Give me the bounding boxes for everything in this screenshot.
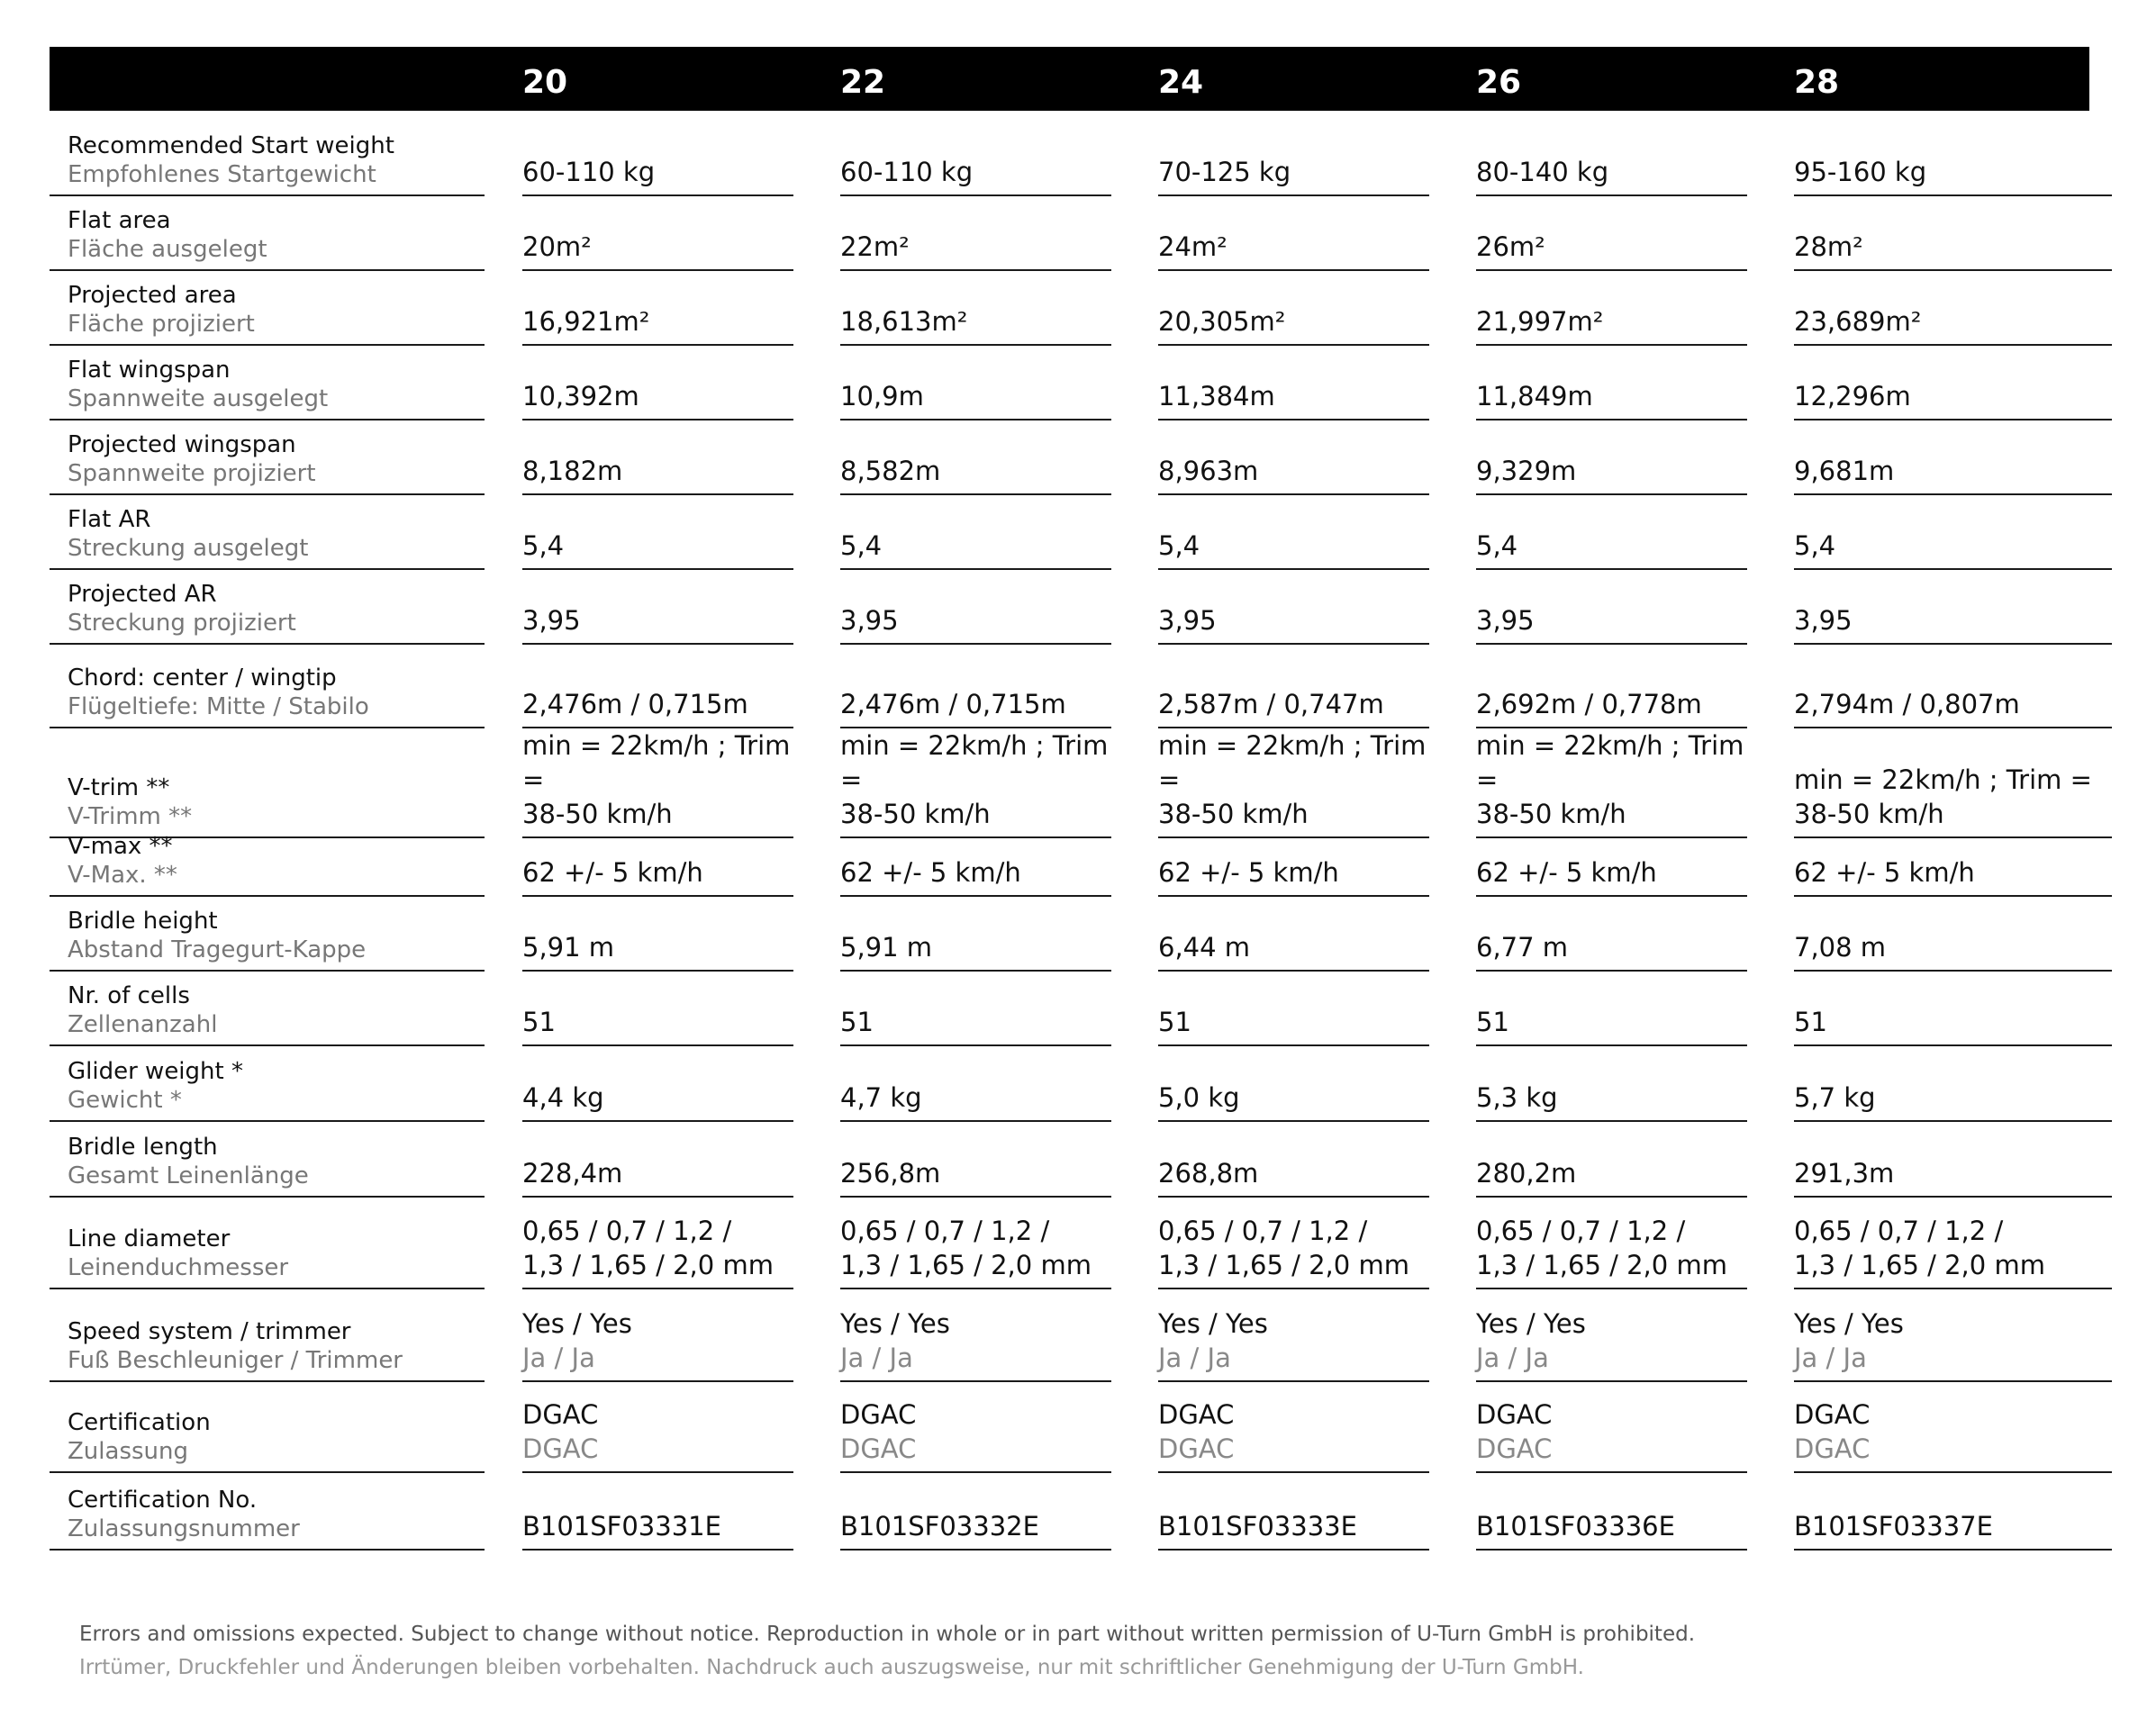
value-cell bbox=[1476, 1122, 1747, 1198]
value-cell bbox=[1476, 570, 1747, 645]
value-text: 21,997m² bbox=[1476, 306, 1604, 337]
value-cell bbox=[522, 972, 793, 1046]
value-text: 4,7 kg bbox=[840, 1082, 922, 1113]
value-cell bbox=[1794, 118, 2112, 196]
value-cell bbox=[1476, 822, 1747, 897]
size-header: 28 bbox=[1794, 63, 1840, 101]
value-line: DGAC bbox=[522, 1399, 599, 1430]
label-german: Zulassungsnummer bbox=[68, 1515, 300, 1542]
label-german: Spannweite projiziert bbox=[68, 460, 316, 487]
value-line: min = 22km/h ; Trim = bbox=[522, 730, 791, 795]
value-text: 3,95 bbox=[1794, 605, 1853, 636]
value-line: 1,3 / 1,65 / 2,0 mm bbox=[1476, 1250, 1727, 1280]
row-label bbox=[50, 420, 485, 495]
table-body bbox=[50, 118, 2092, 1551]
value-text: 70-125 kg bbox=[1158, 157, 1291, 187]
value-cell bbox=[840, 1046, 1111, 1122]
value-text: 62 +/- 5 km/h bbox=[522, 857, 703, 888]
value-text: 5,91 m bbox=[522, 932, 615, 963]
value-text: 11,384m bbox=[1158, 381, 1275, 411]
value-text: 2,476m / 0,715m bbox=[522, 689, 748, 719]
label-german: V-Trimm ** bbox=[68, 803, 193, 830]
value-cell bbox=[1158, 1046, 1429, 1122]
value-cell bbox=[522, 645, 793, 728]
value-text: 228,4m bbox=[522, 1158, 623, 1189]
value-cell bbox=[840, 196, 1111, 271]
value-cell bbox=[1158, 1382, 1429, 1473]
value-text: 51 bbox=[1476, 1007, 1509, 1037]
value-cell bbox=[1476, 495, 1747, 570]
value-cell bbox=[522, 271, 793, 346]
size-header: 24 bbox=[1158, 63, 1204, 101]
value-cell bbox=[840, 570, 1111, 645]
table-header bbox=[50, 47, 2089, 111]
value-cell bbox=[522, 1122, 793, 1198]
size-header: 26 bbox=[1476, 63, 1522, 101]
label-german: Fuß Beschleuniger / Trimmer bbox=[68, 1347, 403, 1374]
value-line: Yes / Yes bbox=[1158, 1308, 1268, 1339]
value-cell bbox=[1794, 972, 2112, 1046]
value-cell bbox=[522, 1198, 793, 1289]
value-cell bbox=[1158, 897, 1429, 972]
value-text: 9,329m bbox=[1476, 456, 1577, 486]
value-text: 8,182m bbox=[522, 456, 623, 486]
value-text: 8,963m bbox=[1158, 456, 1259, 486]
value-line: DGAC bbox=[522, 1433, 599, 1464]
value-cell bbox=[1476, 271, 1747, 346]
value-text: 20,305m² bbox=[1158, 306, 1286, 337]
value-cell bbox=[1794, 420, 2112, 495]
label-english: Projected wingspan bbox=[68, 431, 296, 458]
table-row bbox=[50, 897, 2089, 972]
value-text: 9,681m bbox=[1794, 456, 1895, 486]
table-row bbox=[50, 1198, 2089, 1289]
value-cell bbox=[1794, 897, 2112, 972]
label-english: Certification bbox=[68, 1409, 211, 1436]
value-cell bbox=[840, 1122, 1111, 1198]
value-text: 24m² bbox=[1158, 231, 1228, 262]
value-line: Yes / Yes bbox=[840, 1308, 950, 1339]
table-row bbox=[50, 645, 2089, 728]
value-text: B101SF03332E bbox=[840, 1511, 1039, 1542]
table-row bbox=[50, 271, 2089, 346]
label-german: Empfohlenes Startgewicht bbox=[68, 161, 376, 188]
table-row bbox=[50, 570, 2089, 645]
value-cell bbox=[840, 1473, 1111, 1551]
value-cell bbox=[840, 972, 1111, 1046]
value-line: DGAC bbox=[1158, 1433, 1235, 1464]
label-english: Glider weight * bbox=[68, 1058, 243, 1085]
label-english: Flat area bbox=[68, 207, 171, 234]
value-line: 38-50 km/h bbox=[1158, 799, 1309, 829]
table-row bbox=[50, 1122, 2089, 1198]
label-english: Chord: center / wingtip bbox=[68, 665, 337, 692]
row-label bbox=[50, 271, 485, 346]
value-cell bbox=[1794, 196, 2112, 271]
value-cell bbox=[840, 118, 1111, 196]
value-text: 11,849m bbox=[1476, 381, 1593, 411]
value-text: 12,296m bbox=[1794, 381, 1911, 411]
value-line: 1,3 / 1,65 / 2,0 mm bbox=[1794, 1250, 2045, 1280]
value-line: min = 22km/h ; Trim = bbox=[1794, 764, 2092, 795]
value-text: 10,392m bbox=[522, 381, 639, 411]
value-text: 5,7 kg bbox=[1794, 1082, 1876, 1113]
row-label bbox=[50, 1198, 485, 1289]
label-german: Abstand Tragegurt-Kappe bbox=[68, 936, 367, 963]
value-text: 2,476m / 0,715m bbox=[840, 689, 1066, 719]
label-english: Bridle height bbox=[68, 908, 218, 935]
value-text: 26m² bbox=[1476, 231, 1545, 262]
value-cell bbox=[1476, 420, 1747, 495]
value-cell bbox=[1158, 1122, 1429, 1198]
label-german: Zulassung bbox=[68, 1438, 188, 1465]
label-german: Zellenanzahl bbox=[68, 1011, 218, 1038]
value-cell bbox=[1794, 1289, 2112, 1382]
table-row bbox=[50, 822, 2089, 897]
row-label bbox=[50, 196, 485, 271]
row-label bbox=[50, 1473, 485, 1551]
value-line: Ja / Ja bbox=[840, 1343, 913, 1373]
value-cell bbox=[840, 645, 1111, 728]
row-label bbox=[50, 570, 485, 645]
value-cell bbox=[1158, 645, 1429, 728]
value-line: 1,3 / 1,65 / 2,0 mm bbox=[1158, 1250, 1409, 1280]
value-cell bbox=[1794, 271, 2112, 346]
value-cell bbox=[1476, 645, 1747, 728]
value-text: 60-110 kg bbox=[840, 157, 974, 187]
table-row bbox=[50, 346, 2089, 420]
value-cell bbox=[1476, 346, 1747, 420]
label-german: Streckung ausgelegt bbox=[68, 535, 309, 562]
value-text: 5,3 kg bbox=[1476, 1082, 1558, 1113]
value-line: Yes / Yes bbox=[1794, 1308, 1904, 1339]
value-cell bbox=[1794, 1046, 2112, 1122]
value-line: min = 22km/h ; Trim = bbox=[840, 730, 1109, 795]
value-line: DGAC bbox=[1794, 1399, 1871, 1430]
value-cell bbox=[1476, 118, 1747, 196]
value-cell bbox=[1476, 897, 1747, 972]
value-text: 22m² bbox=[840, 231, 910, 262]
value-cell bbox=[840, 822, 1111, 897]
value-cell bbox=[1158, 822, 1429, 897]
value-line: Yes / Yes bbox=[522, 1308, 632, 1339]
label-german: Fläche projiziert bbox=[68, 311, 255, 338]
value-line: Ja / Ja bbox=[1158, 1343, 1231, 1373]
label-english: Projected area bbox=[68, 282, 237, 309]
value-line: 0,65 / 0,7 / 1,2 / bbox=[1158, 1216, 1368, 1246]
value-cell bbox=[1794, 1382, 2112, 1473]
value-cell bbox=[522, 1046, 793, 1122]
value-cell bbox=[840, 495, 1111, 570]
value-text: 6,44 m bbox=[1158, 932, 1251, 963]
value-text: 291,3m bbox=[1794, 1158, 1895, 1189]
footer-disclaimer bbox=[79, 1618, 1695, 1685]
value-text: 3,95 bbox=[1158, 605, 1217, 636]
row-label bbox=[50, 972, 485, 1046]
value-cell bbox=[1476, 1046, 1747, 1122]
value-line: DGAC bbox=[840, 1399, 917, 1430]
value-cell bbox=[1476, 972, 1747, 1046]
spec-table bbox=[50, 47, 2092, 1551]
value-text: 256,8m bbox=[840, 1158, 941, 1189]
value-text: 2,794m / 0,807m bbox=[1794, 689, 2020, 719]
value-text: 2,587m / 0,747m bbox=[1158, 689, 1384, 719]
value-cell bbox=[1794, 645, 2112, 728]
label-english: V-trim ** bbox=[68, 774, 170, 801]
value-text: 5,0 kg bbox=[1158, 1082, 1240, 1113]
label-german: Gesamt Leinenlänge bbox=[68, 1162, 309, 1189]
value-text: 51 bbox=[522, 1007, 556, 1037]
value-cell bbox=[522, 1473, 793, 1551]
value-cell bbox=[522, 346, 793, 420]
value-text: 5,91 m bbox=[840, 932, 933, 963]
value-text: 5,4 bbox=[1794, 530, 1836, 561]
label-english: Projected AR bbox=[68, 581, 217, 608]
value-line: 38-50 km/h bbox=[840, 799, 991, 829]
row-label bbox=[50, 1289, 485, 1382]
value-cell bbox=[1158, 196, 1429, 271]
value-text: 62 +/- 5 km/h bbox=[1158, 857, 1339, 888]
value-cell bbox=[522, 822, 793, 897]
label-english: Flat AR bbox=[68, 506, 151, 533]
value-cell bbox=[840, 1198, 1111, 1289]
value-line: DGAC bbox=[1158, 1399, 1235, 1430]
value-cell bbox=[522, 570, 793, 645]
disclaimer-english: Errors and omissions expected. Subject to change without notice. Reproduction in whole or in part without written permission of U-Turn GmbH is prohibited. bbox=[79, 1623, 1696, 1646]
value-cell bbox=[840, 346, 1111, 420]
label-german: V-Max. ** bbox=[68, 862, 177, 889]
value-text: 7,08 m bbox=[1794, 932, 1887, 963]
value-line: min = 22km/h ; Trim = bbox=[1158, 730, 1427, 795]
value-line: 1,3 / 1,65 / 2,0 mm bbox=[522, 1250, 774, 1280]
value-text: 5,4 bbox=[1476, 530, 1518, 561]
value-cell bbox=[1794, 1473, 2112, 1551]
value-cell bbox=[522, 118, 793, 196]
value-cell bbox=[522, 1289, 793, 1382]
value-line: DGAC bbox=[840, 1433, 917, 1464]
value-text: B101SF03337E bbox=[1794, 1511, 1993, 1542]
value-cell bbox=[522, 897, 793, 972]
value-text: 3,95 bbox=[522, 605, 581, 636]
table-row bbox=[50, 728, 2092, 830]
table-row bbox=[50, 1289, 2089, 1382]
value-cell bbox=[1476, 1198, 1747, 1289]
value-line: DGAC bbox=[1794, 1433, 1871, 1464]
label-english: Bridle length bbox=[68, 1134, 218, 1161]
value-cell bbox=[840, 1289, 1111, 1382]
value-text: 3,95 bbox=[840, 605, 899, 636]
value-line: 38-50 km/h bbox=[522, 799, 673, 829]
value-cell bbox=[1794, 346, 2112, 420]
row-label bbox=[50, 645, 485, 728]
label-english: Line diameter bbox=[68, 1225, 231, 1252]
label-german: Spannweite ausgelegt bbox=[68, 385, 329, 412]
value-line: Yes / Yes bbox=[1476, 1308, 1586, 1339]
table-row bbox=[50, 420, 2089, 495]
table-row bbox=[50, 1382, 2089, 1473]
value-line: 1,3 / 1,65 / 2,0 mm bbox=[840, 1250, 1092, 1280]
value-cell bbox=[1158, 420, 1429, 495]
value-text: 51 bbox=[1794, 1007, 1827, 1037]
value-text: 3,95 bbox=[1476, 605, 1535, 636]
value-cell bbox=[1158, 118, 1429, 196]
row-label bbox=[50, 346, 485, 420]
value-cell bbox=[1476, 196, 1747, 271]
value-cell bbox=[1158, 495, 1429, 570]
value-text: 10,9m bbox=[840, 381, 924, 411]
value-text: 5,4 bbox=[1158, 530, 1200, 561]
value-text: 62 +/- 5 km/h bbox=[1794, 857, 1975, 888]
value-cell bbox=[522, 495, 793, 570]
row-label bbox=[50, 118, 485, 196]
value-text: B101SF03336E bbox=[1476, 1511, 1675, 1542]
disclaimer-german: Irrtümer, Druckfehler und Änderungen bleiben vorbehalten. Nachdruck auch auszugsweise, nur mit schriftlicher Genehmigung der U-Turn GmbH. bbox=[79, 1656, 1584, 1679]
label-german: Streckung projiziert bbox=[68, 610, 296, 637]
table-row bbox=[50, 972, 2089, 1046]
value-cell bbox=[1158, 346, 1429, 420]
label-german: Gewicht * bbox=[68, 1087, 182, 1114]
row-label bbox=[50, 1382, 485, 1473]
value-cell bbox=[840, 1382, 1111, 1473]
table-row bbox=[50, 495, 2089, 570]
value-text: B101SF03333E bbox=[1158, 1511, 1357, 1542]
value-cell bbox=[1158, 1198, 1429, 1289]
value-cell bbox=[1158, 972, 1429, 1046]
value-line: 38-50 km/h bbox=[1476, 799, 1626, 829]
label-english: Nr. of cells bbox=[68, 982, 190, 1009]
value-text: 2,692m / 0,778m bbox=[1476, 689, 1702, 719]
value-cell bbox=[1476, 1289, 1747, 1382]
label-german: Flügeltiefe: Mitte / Stabilo bbox=[68, 693, 369, 720]
table-row bbox=[50, 118, 2089, 196]
row-label bbox=[50, 1046, 485, 1122]
value-cell bbox=[1476, 1382, 1747, 1473]
value-cell bbox=[1794, 1198, 2112, 1289]
label-english: Speed system / trimmer bbox=[68, 1318, 351, 1345]
value-text: 20m² bbox=[522, 231, 592, 262]
value-line: 38-50 km/h bbox=[1794, 799, 1944, 829]
value-text: 8,582m bbox=[840, 456, 941, 486]
label-english: Recommended Start weight bbox=[68, 132, 394, 159]
value-cell bbox=[1158, 1473, 1429, 1551]
value-line: Ja / Ja bbox=[1476, 1343, 1549, 1373]
value-text: 6,77 m bbox=[1476, 932, 1569, 963]
value-text: 28m² bbox=[1794, 231, 1863, 262]
value-line: 0,65 / 0,7 / 1,2 / bbox=[522, 1216, 732, 1246]
value-cell bbox=[1794, 1122, 2112, 1198]
value-cell bbox=[1158, 1289, 1429, 1382]
value-line: 0,65 / 0,7 / 1,2 / bbox=[1476, 1216, 1686, 1246]
value-line: DGAC bbox=[1476, 1399, 1553, 1430]
value-cell bbox=[1476, 1473, 1747, 1551]
value-line: Ja / Ja bbox=[522, 1343, 595, 1373]
value-text: 60-110 kg bbox=[522, 157, 656, 187]
table-row bbox=[50, 1046, 2089, 1122]
value-cell bbox=[1794, 495, 2112, 570]
value-line: min = 22km/h ; Trim = bbox=[1476, 730, 1744, 795]
value-text: 16,921m² bbox=[522, 306, 650, 337]
table-row bbox=[50, 1473, 2089, 1551]
value-line: 0,65 / 0,7 / 1,2 / bbox=[1794, 1216, 2004, 1246]
label-english: Certification No. bbox=[68, 1487, 258, 1514]
value-text: 18,613m² bbox=[840, 306, 968, 337]
value-line: Ja / Ja bbox=[1794, 1343, 1867, 1373]
value-text: 51 bbox=[1158, 1007, 1191, 1037]
value-text: 268,8m bbox=[1158, 1158, 1259, 1189]
label-german: Fläche ausgelegt bbox=[68, 236, 267, 263]
value-text: 95-160 kg bbox=[1794, 157, 1927, 187]
value-cell bbox=[522, 420, 793, 495]
table-row bbox=[50, 196, 2089, 271]
value-text: 4,4 kg bbox=[522, 1082, 604, 1113]
value-text: 62 +/- 5 km/h bbox=[840, 857, 1021, 888]
label-english: Flat wingspan bbox=[68, 357, 231, 384]
value-cell bbox=[1158, 271, 1429, 346]
value-cell bbox=[522, 196, 793, 271]
value-cell bbox=[1158, 570, 1429, 645]
value-cell bbox=[840, 897, 1111, 972]
value-cell bbox=[840, 271, 1111, 346]
value-line: DGAC bbox=[1476, 1433, 1553, 1464]
value-text: 5,4 bbox=[522, 530, 565, 561]
label-english: V-max ** bbox=[68, 833, 173, 860]
size-header: 22 bbox=[840, 63, 886, 101]
value-cell bbox=[840, 420, 1111, 495]
value-text: 80-140 kg bbox=[1476, 157, 1609, 187]
value-text: 62 +/- 5 km/h bbox=[1476, 857, 1657, 888]
label-german: Leinenduchmesser bbox=[68, 1254, 289, 1281]
value-text: 280,2m bbox=[1476, 1158, 1577, 1189]
value-cell bbox=[522, 1382, 793, 1473]
value-cell bbox=[1794, 570, 2112, 645]
value-text: 23,689m² bbox=[1794, 306, 1922, 337]
row-label bbox=[50, 897, 485, 972]
row-label bbox=[50, 1122, 485, 1198]
value-text: B101SF03331E bbox=[522, 1511, 721, 1542]
row-label bbox=[50, 495, 485, 570]
row-label bbox=[50, 822, 485, 897]
value-line: 0,65 / 0,7 / 1,2 / bbox=[840, 1216, 1050, 1246]
value-text: 5,4 bbox=[840, 530, 883, 561]
value-cell bbox=[1794, 822, 2112, 897]
size-header: 20 bbox=[522, 63, 568, 101]
value-text: 51 bbox=[840, 1007, 874, 1037]
